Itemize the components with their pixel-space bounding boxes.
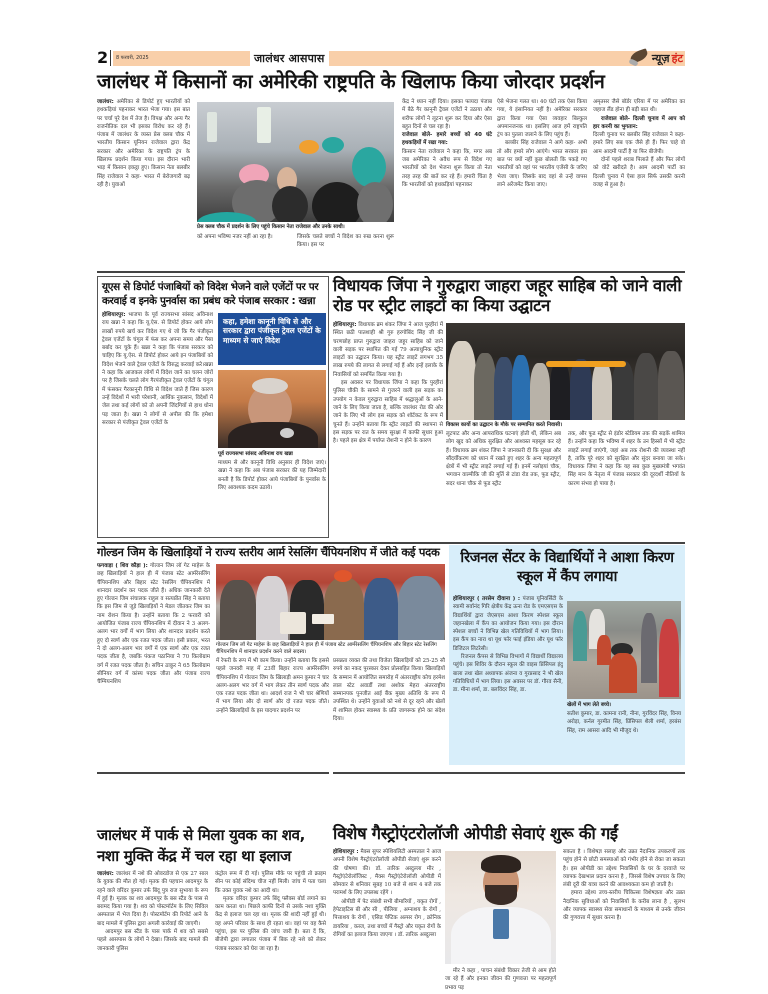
protest-photo — [197, 102, 394, 222]
body-text: रिजनल कैंपस से विभिन्न विभागों में विद्यार्थी विद्यालय पहुंचे। इस शिविर के दौरान स्कूल की वाइस प्रिंसिपल इंदु बाला तथा खेल अध्यापक अंजना व गुरप्रसाद ने भी खेल गतिविधियों में भाग लिया। इस अवसर पर डॉ. गौरव सैनी, डा. मीना शर्मा, डा. बलविंदर सिंह, डा. — [453, 654, 563, 694]
body-text: सकता है । विशेषज्ञ सलाह और उन्नत नैदानिक उपकरणों तक पहुंच होने से छोटी समस्याओं को गंभीर होने से रोका जा सकता है। इस ओपीडी का उद्देश्य निवासियों के घर के दरवाजे पर व्यापक देखभाल प्रदान करना है , जिससे विशेष उपचार के लिए लंबी दूरी की यात्रा करने की आवश्यकता कम हो जाती है। — [563, 849, 685, 889]
article-regional-center — [449, 545, 685, 765]
headline: जालंधर में पार्क से मिला युवक का शव, नशा मुक्ति केंद्र में चल रहा था इलाज — [97, 826, 306, 865]
section-divider — [97, 542, 685, 544]
dateline: होशियारपुर: — [102, 312, 126, 318]
subheading: राजेवाल बोले- हमारे बच्चों को 40 घंटे हथकड़ियों में रखा गया: — [402, 132, 492, 147]
article-body-below-photo: मीर ने कहा , पाचन संबंधी विकार तेजी से आम होते जा रहे हैं और इनका जीवन की गुणवत्ता पर महत्वपूर्ण प्रभाव पड़ — [445, 968, 556, 991]
body-text: दिल्ली चुनाव पर बलबीर सिंह राजेवाल ने कहा- हमारे लिए सब एक जैसे ही हैं। फिर चाहे वो आम आदमी पार्टी है या फिर बीजेपी। — [593, 132, 685, 155]
headline: जालंधर में किसानों का अमेरिकी राष्ट्रपति के खिलाफ किया जोरदार प्रदर्शन — [97, 70, 605, 93]
dateline: जालंधर: — [97, 99, 114, 105]
body-text: मैक्स सुपर स्पेशियलिटी अस्पताल ने आज अपनी विशेष गैस्ट्रोएंटरोलॉजी ओपीडी सेवाएं शुरू करने की घोषणा की। डॉ. तारिक अब्दुल्ला मीर , गैस्ट्रोएंटेरोलॉजिस्ट , मैक्स गैस्ट्रोएंटेरोलॉजी ओपीडी में सोमवार से शनिवार सुबह 10 बजे से शाम 4 बजे तक परामर्श के लिए उपलब्ध रहेंगे । — [333, 849, 441, 897]
newspaper-logo — [628, 49, 683, 67]
body-text: भाजपा के पूर्व राज्यसभा सांसद अविनाश राय खन्ना ने कहा कि यू.ऐस. से डिपोर्ट होकर आये लोग लाखों रुपये खर्च कर विदेश गए थे जो कि गैर पंजीकृत ट्रेवल एजेंटों के चंगुल में फंस कर अपना समय और पैसा बर्बाद कर चुके हैं। खन्ना ने कहा कि पंजाब सरकार को चाहिए कि यू.ऐस. से डिपोर्ट होकर आये इन पंजाबियों को विदेश भेजने वाले ट्रेवल एजेंटों के विरुद्ध करवाई करे।खन्ना ने कहा कि आजकल लोगों में विदेश जाने का चलन जोरों पर है जिसके चलते लोग गैरपंजीकृत ट्रेवल एजेंटों के चंगुल में फंसकर गैरकानूनी विधि से विदेश जाते हैं जिस कारण उन्हें विदेशों में भारी परेशानी, आर्थिक नुकसान, विदेशों में जेल तथा कई लोगों को तो अपनी जिंदगियों से हाथ धोना पड़ जाता है। खन्ना ने लोगों से अपील की कि हमेशा सरकार से पंजीकृत ट्रेवल एजेंटों के — [102, 312, 213, 426]
section-title: जालंधर आसपास — [254, 51, 325, 65]
headline: रिजनल सेंटर के विद्यार्थियों ने आशा किरण स्कूल में कैंप लगाया — [460, 550, 674, 585]
body-text: इस अवसर पर विधायक जिंपा ने कहा कि पुरहीरां पुलिस चौकी के सामने से गुजरने वाली इस सड़क का उपयोग न केवल गुरुद्वारा साहिब में श्रद्धालुओं के आने-जाने के लिए किया जाता है, बल्कि जालंधर रोड की ओर जाने के लिए भी लोग इस सड़क को शॉर्टकट के रूप में चुनते हैं। उन्होंने बताया कि स्ट्रीट लाइटों की स्थापना से इस सड़क पर रात के समय सुरक्षा में काफी सुधार हुआ है। पहले इस क्षेत्र में पर्याप्त रोशनी न होने के कारण — [333, 380, 443, 445]
article-body-col3 — [563, 848, 685, 923]
award-ceremony-photo — [216, 564, 445, 640]
body-text: आदमपुर बस स्टैंड के पास पार्क में शव को सबसे पहले आसपास के लोगों ने देखा। जिसके बाद मामले की जानकारी पुलिस — [97, 929, 208, 952]
body-text: बलबीर सिंह राजेवाल ने आगे कहा- अभी तो और हमारे लोग आएंगे। भारत सरकार इस बात पर क्यों नहीं कुछ बोलती कि पकड़े गए भारतीयों को वहां पर भारतीय एजेंसी के जरिए भेजा जाए। जिसके बाद वहां से उन्हें वापस लाने अरेंजमेंट किया जाए। — [497, 140, 587, 188]
article-body-col3: प्रसन्नता व्यक्त की तथा विजेता खिलाड़ियों को 25-25 सौ रुपये का नकद पुरस्कार देकर प्रोत्साहित किया। खिलाड़ियों के सम्मान में आयोजित समारोह में अंतरराष्ट्रीय कोच हरमेश लाल स्टेट अवार्डी तथा अशोक मेहरा अंतरराष्ट्रीय सम्मानपक पुनजीत आई बैंक मुख्य अतिथि के रूप में उपस्थित थे। उन्होंने युवाओं को नशे से दूर रहने और खेलों में शामिल होकर स्वास्थ्य के प्रति जागरूक होने का संदेश दिया। — [333, 658, 445, 723]
masthead — [97, 49, 685, 67]
divider — [110, 50, 111, 66]
article-body-col1 — [333, 848, 441, 974]
eagle-logo-icon — [628, 49, 650, 67]
article-body-col4 — [497, 98, 587, 189]
article-body-col1 — [97, 98, 190, 266]
doctor-portrait-photo — [445, 851, 556, 964]
article-body-col1 — [102, 311, 213, 533]
khanna-portrait-photo — [218, 370, 326, 448]
body-text: ऐसे भेजना गलत था। 40 घंटों तक ऐसा किया गया, ये इंसानियत नहीं है। अमेरिका सरकार द्वारा किया गया ऐसा व्यवहार बिल्कुल अपमानजनक था। इसलिए आज हमें राष्ट्रपति ट्रंप का पुतला जलाने के लिए पहुंच हैं। — [497, 99, 587, 139]
article-body-col3: तक, और फूड स्ट्रीट से इंडोर स्टेडियम तक की सड़कें शामिल हैं। उन्होंने कहा कि भविष्य में शहर के उन हिस्सों में भी स्ट्रीट लाइटें लगाई जाएंगी, जहां अब तक रोशनी की व्यवस्था नहीं है, ताकि पूरे शहर को सुरक्षित और सुंदर बनाया जा सके। विधायक जिंपा ने कहा कि यह सब कुछ मुख्यमंत्री भगवंत सिंह मान के नेतृत्व में पंजाब सरकार की दूरदर्शी नीतियों के कारण संभव हो पाया है। — [568, 431, 685, 487]
article-body-col2: में रेफरी के रूप में भी काम किया। उन्होंने बताया कि इससे पहले जनवरी माह में 23वीं बिहार राज्य आर्मरेसलिंग चैंपियनशिप में गोल्डन जिम के खिलाड़ी अमन कुमार ने चार अलग-अलग भार वर्ग में भाग लेकर तीन स्वर्ण पदक और एक रजत पदक जीता था। आदर्श राज ने भी चार श्रेणियों में भाग लिया और दो स्वर्ण और दो रजत पदक जीते। उन्होंने खिलाड़ियों के इस यादगार प्रदर्शन पर — [216, 658, 329, 714]
body-text: किसान नेता राजेवाल ने कहा कि, मगर अब जब अमेरिका ने अवैध रूप से विदेश गए भारतीयों को देश भेजना शुरू किया तो नेता तरह तरह की बातें कर रहे हैं। हमारी चिंता है कि भारतीयों को हथकड़ियां पहनाकर — [402, 148, 492, 188]
masthead-bar-right — [329, 51, 685, 66]
body-text: अमेरिका से डिपोर्ट हुए भारतीयों को हथकड़ियां पहनाकर भारत भेजा गया। इस बात पर चर्चा पूरे देश में तेज है। विपक्ष और अन्य गैर राजनीतिक दल भी इसका विरोध कर रहे हैं। पंजाब में जालंधर के व्यस्त प्रेस क्लब चौक में भारतीय किसान यूनियन राजेवाल द्वारा केंद्र सरकार और अमेरिका के राष्ट्रपति ट्रंप के खिलाफ प्रदर्शन किया गया। इस दौरान भारी भाड़ में किसान इकट्ठा हुए। किसान नेता बलबीर सिंह राजेवाल ने कहा- भारत में बेरोजगारी बढ़ रही है। युवाओं — [97, 99, 190, 188]
body-text: कंट्रोल रूम में दी गई। पुलिस मौके पर पहुंची तो क्राइम सीन पर कोई संदिग्ध चीज नहीं मिली। जांच में पता चला कि उक्त युवक नशे का आदी था। — [215, 871, 326, 894]
masthead-bar-left — [113, 51, 250, 66]
body-text: मृतक वरिंदर कुमार उर्फ बिंदू फ्लैक्स बोर्ड लगाने का काम करता था। पिछले काफी दिनों से उसके नशा मुक्ति केंद्र से इलाज चल रहा था। मृतक की शादी नहीं हुई थी। वह अपने परिवार के साथ ही रहता था। वहां पर वह कैसे पहुंचा, इस पर पुलिस की जांच जारी है। बता दें कि, बीजेपी द्वारा लगातार पंजाब में बिक रहे नशे को लेकर पंजाब सरकार को घेरा जा रहा है। — [215, 895, 326, 952]
dateline: होशियारपुर ( तरसेम दीवाना ) : — [453, 596, 521, 602]
article-body-col2 — [215, 870, 326, 974]
dateline: जालंधर: — [97, 871, 114, 877]
headline: यूएस से डिपोर्ट पंजाबियों को विदेश भेजने वाले एजेंटों पर पर करवाई व इनके पुनर्वास का प्रबंध करे पंजाब सरकार : खन्ना — [102, 281, 319, 307]
subheading: राजेवाल बोले- दिल्ली चुनाव में आप को हार करनी का भुगतान: — [593, 115, 685, 130]
body-text: गोल्डन जिम लॉ गेट माहेरू के छह खिलाड़ियों ने हाल ही में पंजाब स्टेट आर्मरेसलिंग चैंपियनशिप और बिहार स्टेट रेसलिंग चैंपियनशिप में शानदार प्रदर्शन कर पदक जीते हैं। अधिक जानकारी देते हुए गोल्डन जिम संचालक राहुल व सत्यप्रीत सिंह ने बताया कि इस जिम से जुड़े खिलाड़ियों ने मेडल जीतकर जिम का नाम रोशन किया है। उन्होंने बताया कि 2 फरवरी को आयोजित पंजाब राज्य चैंपियनशिप में दीवान ने 3 अलग-अलग भार वर्गों में भाग लिया और शानदार प्रदर्शन करते हुए दो स्वर्ण और एक रजत पदक जीता। इसी प्रकार, भरत ने दो अलग-अलग भार वर्गों में एक स्वर्ण और एक रजत पदक जीता है, जबकि पंकज पठानिया ने 70 किलोग्राम वर्ग में रजत पदक जीता है। सचिन ठाकुर ने 65 किलोग्राम सीनियर वर्ग में कांस्य पदक जीता और पंजाब राज्य चैम्पियनशिप — [97, 563, 210, 686]
logo-text-news: न्यूज़ — [651, 51, 670, 65]
dateline: होशियारपुर : — [333, 849, 359, 855]
article-body-below-photo-left: को अपना भविष्य नजर नहीं आ रहा है। — [197, 234, 273, 240]
photo-caption: पूर्व राज्यसभा सांसद अविनाश राय खन्ना — [218, 451, 293, 457]
body-text: जालंधर में नशे की ओवरडोज से एक 27 साल के युवक की मौत हो गई। मृतक की पहचान आदमपुर के रहने वाले वरिंदर कुमार उर्फ बिंदू पुत्र राज सुभाया के रूप में हुई है। मृतक का शव आदमपुर के बस स्टैंड के पास से बरामद किया गया है। शव को पोस्टमॉर्टम के लिए सिविल अस्पताल में भेज दिया है। पोस्टमॉर्टम की रिपोर्ट आने के बाद मामले में पुलिस द्वारा अगली कार्रवाई की जाएगी। — [97, 871, 208, 927]
pull-quote-box: कहा, हमेशा कानूनी विधि से और सरकार द्वारा पंजीकृत ट्रेवल एजेंटों के माध्यम से जाएं विदेश — [218, 313, 326, 365]
body-text: हमारा उद्देश्य उच्च-स्तरीय चिकित्सा विशेषज्ञता और उन्नत नैदानिक सुविधाओं को निवासियों के करीब लाना है , सुलभ और व्यापक स्वास्थ्य सेवा समाधानों के माध्यम से उनके जीवन की गुणवत्ता में सुधार करना है। — [563, 890, 685, 922]
photo-caption: गोल्डन जिम लॉ गेट माहेरू के छह खिलाड़ियों ने हाल ही में पंजाब स्टेट आर्मरेसलिंग चैंपियनशिप और बिहार स्टेट रेसलिंग चैंपियनशिप में शानदार प्रदर्शन करने वाले सदस्य। — [216, 642, 437, 655]
photo-caption: खेलों में भाग लेते बच्चे। — [567, 702, 611, 708]
logo-text-hunt: हंट — [671, 51, 683, 65]
students-camp-photo — [567, 601, 681, 699]
dateline: फगवाड़ा ( शिव कौड़ा ): — [97, 563, 148, 569]
article-body-col2: माध्यम से और कानूनी विधि अनुसार ही विदेश जाएं। खन्ना ने कहा कि अब पंजाब सरकार की यह जिम्मेदारी बनती है कि डिपोर्ट होकर आये पंजाबियों के पुनर्वास के लिए आवश्यक कदम उठाये। — [218, 460, 326, 491]
article-body-col2: सतीश कुमार, डा. कामना रानी, नीना, गुरविंदर सिंह, विनय अरोड़ा, कर्नल गुरमीत सिंह, प्रिंसिपल शैली शर्मा, हरबंस सिंह, राम आसरा आदि भी मौजूद थे। — [567, 711, 681, 734]
body-text: ओपीडी में पेट संबंधी सभी बीमारियों , यकृत रोगों , हेपेटाइटिस बी और सी , पीलिया , अग्नाशय के रोगों , पित्ताशय के रोगों , एसिड पेप्टिक अल्सर रोग , क्रोनिक डायरिया , कब्ज, तथा बच्चों में गैस्ट्रो और यकृत रोगों के रोगियों का इलाज किया जाएगा । डॉ. तारिक अब्दुल्ला — [333, 898, 441, 938]
inauguration-photo — [446, 323, 685, 420]
headline: विशेष गैस्ट्रोएंटरोलॉजी ओपीडी सेवाएं शुरू की गईं — [333, 824, 618, 843]
photo-caption: प्रेस क्लब चौक में प्रदर्शन के लिए पहुंचे किसान नेता राजेवाल और उनके साथी। — [197, 224, 345, 230]
body-text: पंजाब यूनिवर्सिटी के स्वामी सर्वानंद गिरि क्षेत्रीय केंद्र ऊना रोड के एमएसएस के विद्यार्थियों द्वारा जेएसएस आशा किरण स्पेशल स्कूल जहानखेला में कैंप का आयोजन किया गया। इस दौरान स्पेशल बच्चों ने विभिन्न खेल गतिविधियों में भाग लिया। इस कैंप का नारा था यूथ फॉर फाई इंडिया और यूथ फॉर डिजिटल लिटरेसी। — [453, 596, 563, 652]
section-divider — [333, 772, 685, 774]
body-text: अमृतसर जैसे बॉर्डर एरिया में पर अमेरिका का जहाज लैंड होना ही बड़ी बात थी। — [593, 99, 685, 114]
article-body-col1 — [333, 321, 443, 538]
body-text: केंद्र ने ध्यान नहीं दिया। इसका फायदा पंजाब में बैठे गैर कानूनी ट्रैवल एजेंटों ने उठाया और शरीफ लोगों ने लूटना शुरू कर दिया और ऐसा बहुत दिनों से चल रहा है। — [402, 99, 492, 130]
section-divider — [97, 772, 329, 774]
section-divider — [97, 271, 685, 273]
dateline: होशियारपुर: — [333, 322, 357, 328]
article-body-col1 — [453, 595, 563, 761]
article-body-col2: लूटपाट और अन्य आपराधिक घटनाएं होती थीं, लेकिन अब लोग खुद को अधिक सुरक्षित और आश्वस्त महसूस कर रहे हैं। विधायक ब्रम शंकर जिंपा ने जानकारी दी कि सुरक्षा और सौंदर्यीकरण को ध्यान में रखते हुए शहर के अन्य महत्वपूर्ण क्षेत्रों में भी स्ट्रीट लाइटें लगाई गई हैं। इनमें नलोइयां चौक, भगवान वाल्मीकि जी की मूर्ति से टांडा रोड तक, फूड स्ट्रीट, सदर थाना चौक से फूड स्ट्रीट — [446, 431, 561, 487]
article-deported-punjabis — [97, 276, 329, 538]
photo-caption: विकास कार्यो का उद्घाटन के मौके पर सम्मानित करते निवासी। — [446, 422, 563, 428]
article-body-below-photo-right: जिसके चलते बच्चों ने विदेश का रुख करना शुरू किया। इस पर — [297, 234, 394, 249]
article-body-col1 — [97, 870, 208, 974]
body-text: दोनों पहले शराब पिलाते हैं और फिर लोगों को वोटें खरीदते है। आम आदमी पार्टी का दिल्ली चुनाव में ऐसा हाल सिर्फ उसकी करनी वजह से हुआ है। — [593, 157, 685, 188]
body-text: विधायक ब्रम शंकर जिंपा ने आज पुरहीरां में स्थित छठी पातशाही श्री गुरु हरगोबिंद सिंह जी की चरणछोह प्राप्त गुरुद्वारा जाहरा जहूर साहिब को जाने वाली सड़क पर स्थापित की गई 79 अत्याधुनिक स्ट्रीट लाइटों का उद्घाटन किया। यह स्ट्रीट लाइटें लगभग 35 लाख रुपये की लागत से लगाई गई हैं और इन्हें इलाके के निवासियों को समर्पित किया गया है। — [333, 322, 443, 378]
article-body-col1 — [97, 562, 210, 768]
headline: विधायक जिंपा ने गुरुद्वारा जाहरा जहूर साहिब को जाने वाली रोड पर स्ट्रीट लाइटों का किया उद्घाटन — [333, 276, 682, 315]
headline: गोल्डन जिम के खिलाड़ियों ने राज्य स्तरीय आर्म रेसलिंग चैंपियनशिप में जीते कई पदक — [97, 546, 440, 559]
page-number: 2 — [97, 48, 109, 67]
issue-date: 8 फरवरी, 2025 — [116, 55, 149, 61]
article-body-col3 — [402, 98, 492, 189]
article-body-col5 — [593, 98, 685, 189]
